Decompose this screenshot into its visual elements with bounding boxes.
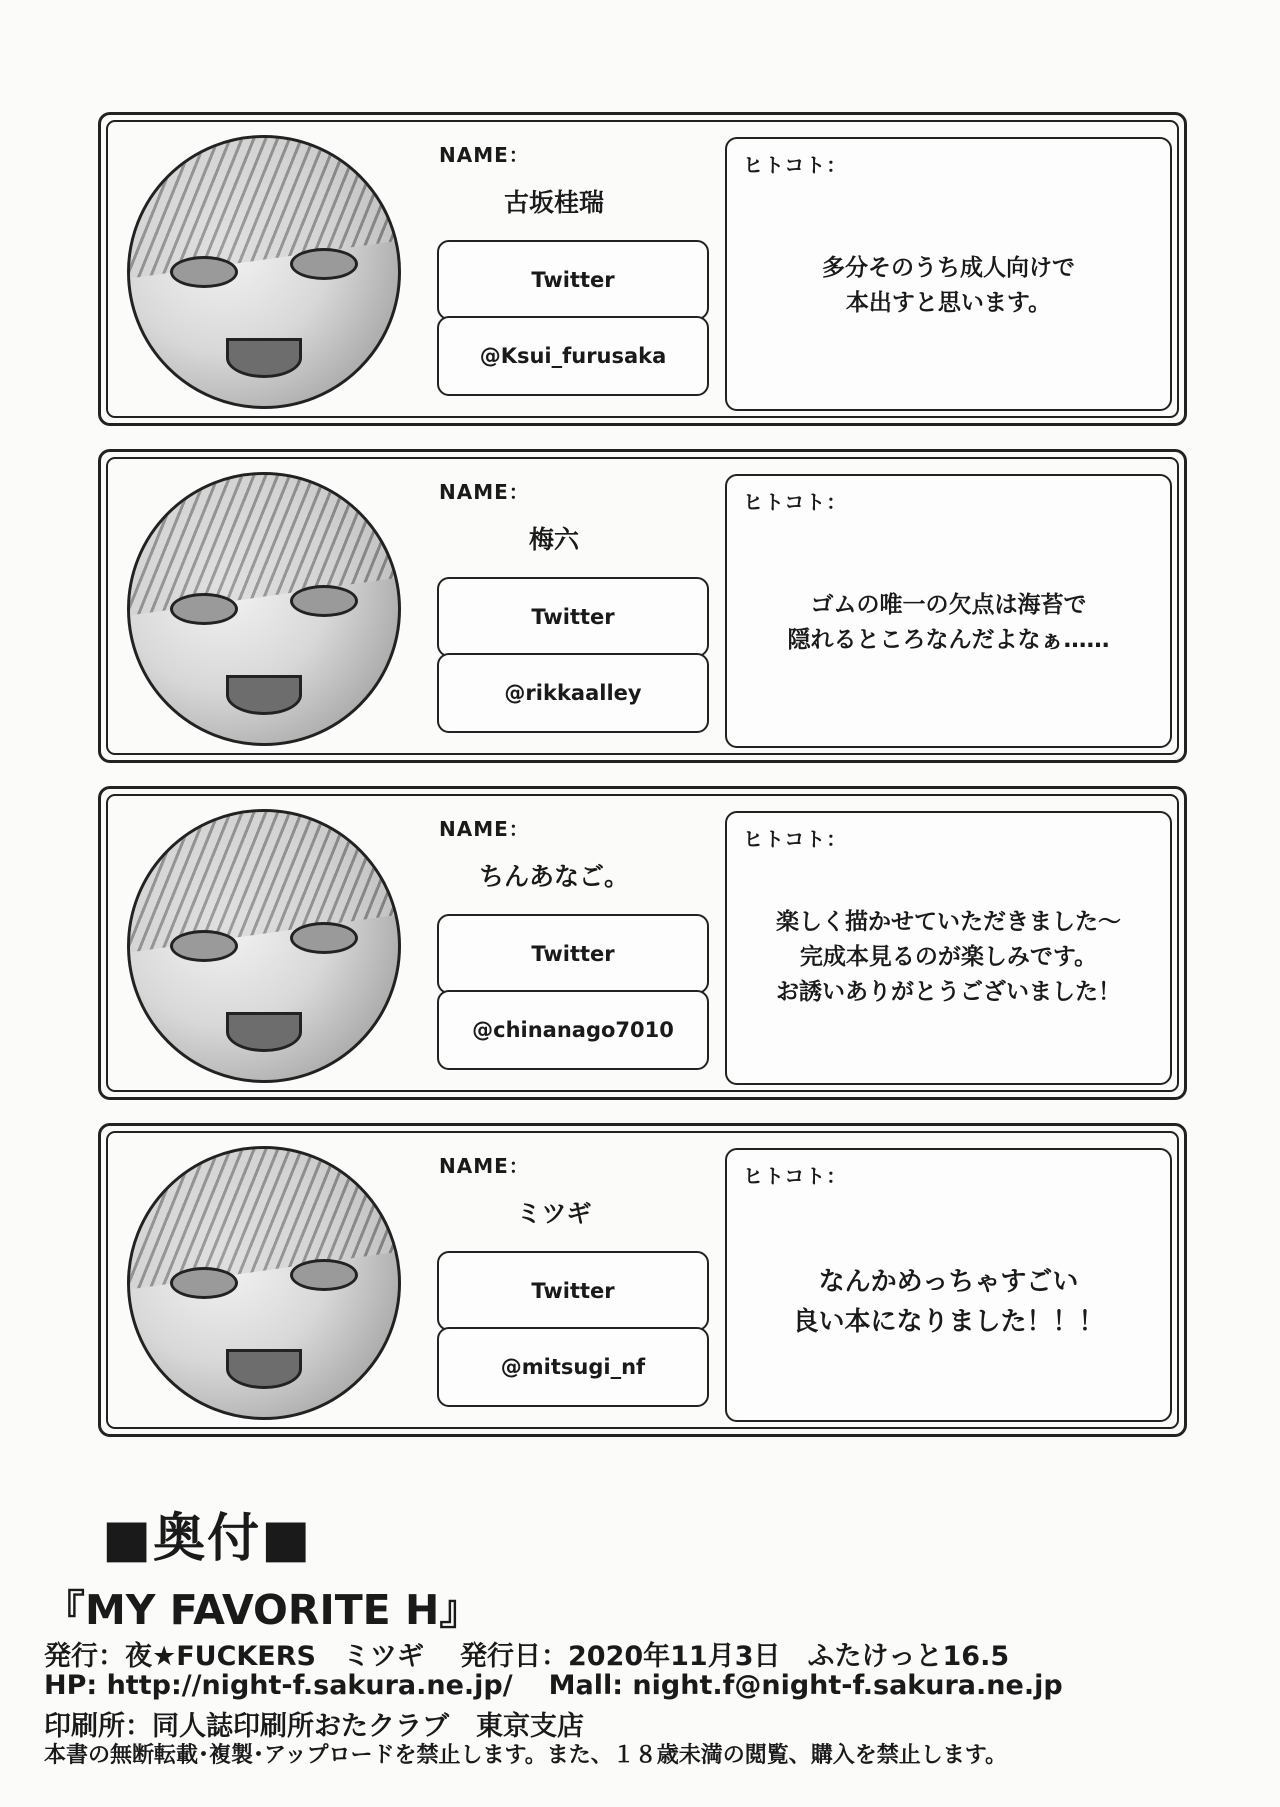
- comment-label: ヒトコト：: [743, 1164, 848, 1188]
- platform-label: Twitter: [437, 1251, 709, 1331]
- platform-label: Twitter: [437, 577, 709, 657]
- homepage-link: HP: http://night-f.sakura.ne.jp/: [44, 1670, 513, 1701]
- name-label: NAME：: [439, 1154, 530, 1178]
- platform-label: Twitter: [437, 914, 709, 994]
- profile-card: [98, 786, 1187, 1100]
- printer-line: 印刷所：同人誌印刷所おたクラブ 東京支店: [44, 1711, 584, 1742]
- contact-line: [44, 1670, 1063, 1701]
- profile-card: [98, 1123, 1187, 1437]
- name-label: NAME：: [439, 143, 530, 167]
- name-value: ミツギ: [516, 1199, 592, 1228]
- comment-text: 多分そのうち成人向けで 本出すと思います。: [822, 255, 1075, 316]
- handle-label: @mitsugi_nf: [437, 1327, 709, 1407]
- comment-text: なんかめっちゃすごい 良い本になりました！！！: [792, 1267, 1105, 1337]
- handle-label: @chinanago7010: [437, 990, 709, 1070]
- comment-label: ヒトコト：: [743, 490, 848, 514]
- issue-date: 発行日：2020年11月3日 ふたけっと16.5: [460, 1641, 1010, 1672]
- comment-box: [725, 811, 1172, 1085]
- comment-box: [725, 474, 1172, 748]
- book-title: 『MY FAVORITE H』: [44, 1586, 481, 1634]
- handle-label: @rikkaalley: [437, 653, 709, 733]
- comment-text: ゴムの唯一の欠点は海苔で 隠れるところなんだよなぁ……: [787, 592, 1110, 653]
- name-value: 梅六: [528, 525, 579, 554]
- handle-label: @Ksui_furusaka: [437, 316, 709, 396]
- name-value: 古坂桂瑞: [503, 188, 604, 217]
- name-label: NAME：: [439, 817, 530, 841]
- profile-card: [98, 449, 1187, 763]
- publisher-line: [44, 1634, 1009, 1673]
- platform-label: Twitter: [437, 240, 709, 320]
- portrait-image: [127, 809, 401, 1083]
- mail-address: Mall: night.f@night-f.sakura.ne.jp: [548, 1670, 1063, 1701]
- copyright-notice: 本書の無断転載･複製･アップロードを禁止します。また、１８歳未満の閲覧、購入を禁止します。: [44, 1743, 1007, 1768]
- name-value: ちんあなご。: [478, 862, 629, 891]
- comment-label: ヒトコト：: [743, 827, 848, 851]
- name-label: NAME：: [439, 480, 530, 504]
- portrait-image: [127, 1146, 401, 1420]
- publisher: 発行：夜★FUCKERS ミツギ: [44, 1641, 424, 1672]
- comment-text: 楽しく描かせていただきました～ 完成本見るのが楽しみです。 お誘いありがとうございました！: [776, 909, 1121, 1005]
- profile-card: [98, 112, 1187, 426]
- colophon-heading: ■奥付■: [102, 1509, 313, 1569]
- comment-label: ヒトコト：: [743, 153, 848, 177]
- portrait-image: [127, 472, 401, 746]
- portrait-image: [127, 135, 401, 409]
- comment-box: [725, 137, 1172, 411]
- comment-box: [725, 1148, 1172, 1422]
